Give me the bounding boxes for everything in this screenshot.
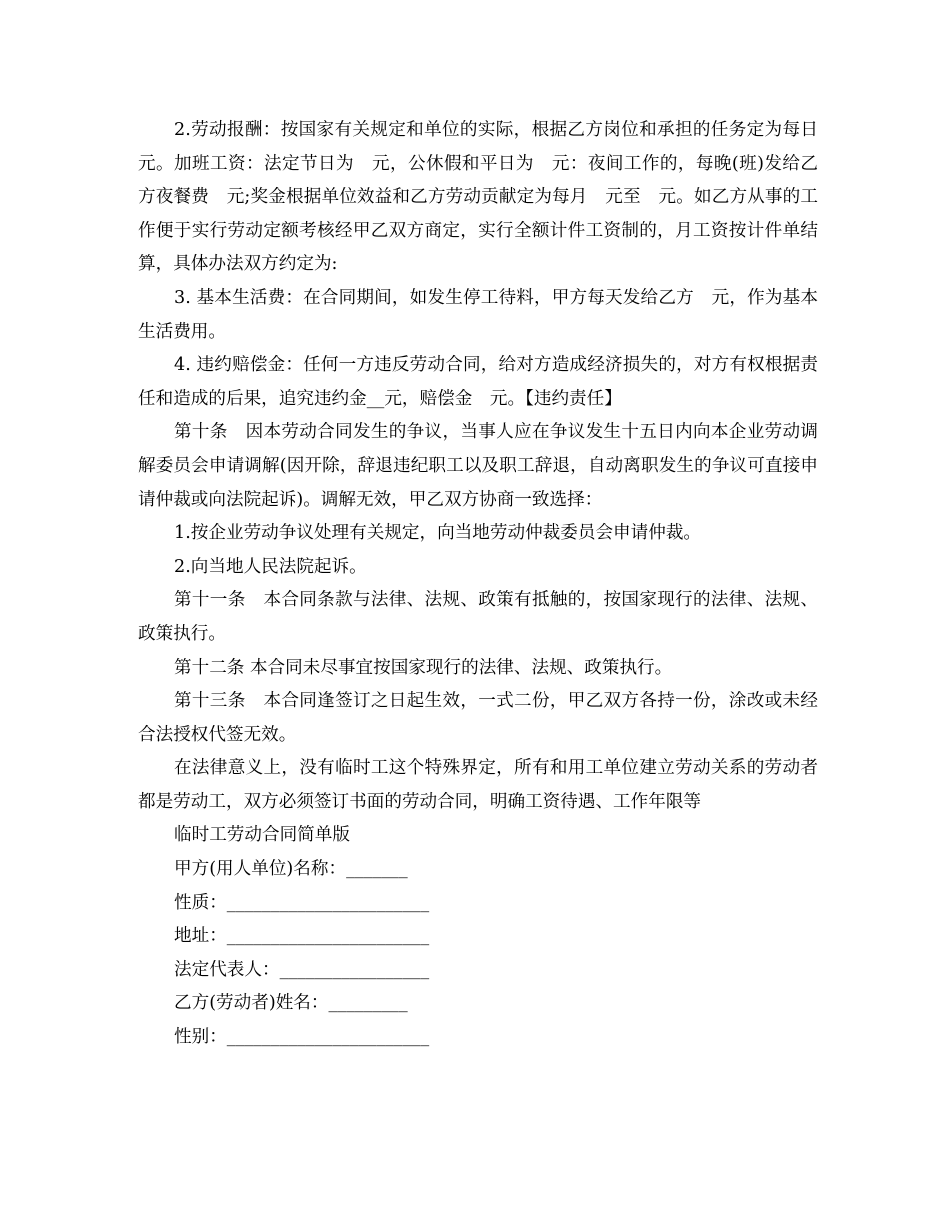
paragraph-option-court: 2.向当地人民法院起诉。: [174, 556, 367, 577]
field-employer-address: 地址：_______________________: [174, 926, 430, 947]
paragraph-article-11: 第十一条 本合同条款与法律、法规、政策有抵触的，按国家现行的法律、法规、政策执行。: [138, 590, 818, 644]
paragraph-article-13: 第十三条 本合同逢签订之日起生效，一式二份，甲乙双方各持一份，涂改或未经合法授权代签无效。: [138, 691, 818, 745]
paragraph-option-arbitration: 1.按企业劳动争议处理有关规定，向当地劳动仲裁委员会申请仲裁。: [174, 523, 702, 544]
document-page: [138, 114, 836, 1055]
field-worker-name: 乙方(劳动者)姓名：_________: [174, 993, 408, 1014]
field-employer-name: 甲方(用人单位)名称：_______: [174, 859, 408, 880]
form-title: 临时工劳动合同简单版: [174, 825, 350, 846]
paragraph-article-12: 第十二条 本合同未尽事宜按国家现行的法律、法规、政策执行。: [174, 657, 673, 678]
field-worker-gender: 性别：_______________________: [174, 1027, 430, 1048]
paragraph-legal-note: 在法律意义上，没有临时工这个特殊界定，所有和用工单位建立劳动关系的劳动者都是劳动工，双方必须签订书面的劳动合同，明确工资待遇、工作年限等: [138, 758, 818, 812]
paragraph-remuneration: 2.劳动报酬：按国家有关规定和单位的实际，根据乙方岗位和承担的任务定为每日 元。加班工资：法定节日为 元，公休假和平日为 元：夜间工作的，每晚(班)发给乙方夜餐费 元;奖金根据单位效益和乙方劳动贡献定为每月 元至 元。如乙方从事的工作便于实行劳动定额考核经甲乙双方商定，实行全额计件工资制的，月工资按计件单结算，具体办法双方约定为:: [138, 120, 836, 275]
paragraph-article-10: 第十条 因本劳动合同发生的争议，当事人应在争议发生十五日内向本企业劳动调解委员会申请调解(因开除，辞退违纪职工以及职工辞退，自动离职发生的争议可直接申请仲裁或向法院起诉)。调解无效，甲乙双方协商一致选择：: [138, 422, 818, 510]
field-employer-nature: 性质：_______________________: [174, 892, 430, 913]
paragraph-living-allowance: 3. 基本生活费：在合同期间，如发生停工待料，甲方每天发给乙方 元，作为基本生活费用。: [138, 287, 818, 342]
field-legal-representative: 法定代表人：_________________: [174, 959, 430, 980]
paragraph-breach-compensation: 4. 违约赔偿金：任何一方违反劳动合同，给对方造成经济损失的，对方有权根据责任和造成的后果，追究违约金__元，赔偿金 元。【违约责任】: [138, 355, 818, 409]
